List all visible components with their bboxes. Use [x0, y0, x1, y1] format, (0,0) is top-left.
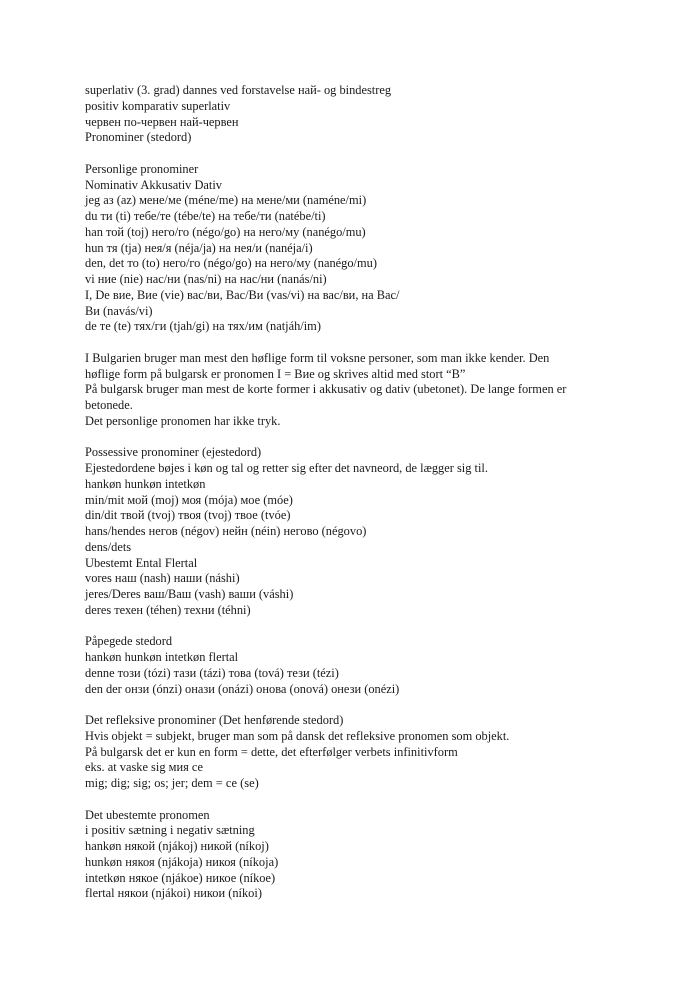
text-line: Nominativ Akkusativ Dativ — [85, 177, 222, 192]
text-line: jeg аз (az) мене/ме (méne/me) на мене/ми (naméne/mi) — [85, 193, 367, 208]
text-line: Det personlige pronomen har ikke tryk. — [85, 413, 281, 428]
text-line: mig; dig; sig; os; jer; dem = се (se) — [85, 776, 259, 790]
text-line: Påpegede stedord — [85, 634, 173, 649]
text-line: I, De вие, Вие (vie) вас/ви, Вас/Ви (vas/vi) на вас/ви, на Вас/ — [85, 287, 400, 302]
paragraph — [85, 713, 640, 792]
paragraph — [85, 634, 640, 697]
text-line: positiv komparativ superlativ — [85, 98, 231, 113]
text-line: i positiv sætning i negativ sætning — [85, 823, 255, 838]
text-line: hankøn hunkøn intetkøn flertal — [85, 650, 239, 664]
text-line: Det ubestemte pronomen — [85, 807, 210, 822]
text-line: jeres/Deres ваш/Ваш (vash) ваши (váshi) — [85, 587, 294, 601]
text-line: Hvis objekt = subjekt, bruger man som på dansk det refleksive pronomen som objekt. — [85, 728, 510, 743]
text-line: På bulgarsk bruger man mest de korte former i akkusativ og dativ (ubetonet). De lange formen er — [85, 382, 567, 397]
text-line: deres техен (téhen) техни (téhni) — [85, 602, 251, 617]
document-body — [85, 83, 640, 902]
text-line: I Bulgarien bruger man mest den høflige form til voksne personer, som man ikke kender. Den — [85, 350, 550, 365]
paragraph-gap — [85, 146, 640, 162]
text-line: Ви (navás/vi) — [85, 303, 153, 318]
text-line: På bulgarsk det er kun en form = dette, det efterfølger verbets infinitivform — [85, 744, 458, 759]
text-line: din/dit твой (tvoj) твоя (tvoj) твое (tvóe) — [85, 508, 291, 523]
text-line: hankøn hunkøn intetkøn — [85, 476, 206, 491]
text-line: Personlige pronominer — [85, 161, 199, 176]
text-line: denne този (tózi) тази (tázi) това (tová) тези (tézi) — [85, 665, 339, 680]
text-line: Ejestedordene bøjes i køn og tal og retter sig efter det navneord, de lægger sig til. — [85, 461, 488, 475]
paragraph — [85, 162, 640, 335]
text-line: Ubestemt Ental Flertal — [85, 555, 198, 570]
paragraph-gap — [85, 697, 640, 713]
text-line: eks. at vaske sig мия се — [85, 760, 204, 775]
text-line: dens/dets — [85, 539, 132, 554]
paragraph — [85, 445, 640, 618]
paragraph — [85, 83, 640, 146]
text-line: hun тя (tja) нея/я (néja/ja) на нея/и (nanéja/i) — [85, 240, 313, 255]
paragraph — [85, 351, 640, 430]
paragraph-gap — [85, 619, 640, 635]
text-line: høflige form på bulgarsk er pronomen I = Вие og skrives altid med stort “B” — [85, 366, 466, 381]
text-line: vi ние (nie) нас/ни (nas/ni) на нас/ни (nanás/ni) — [85, 272, 327, 286]
text-line: den der онзи (ónzi) онази (onázi) онова (onová) онези (onézi) — [85, 681, 400, 696]
text-line: Possessive pronominer (ejestedord) — [85, 445, 262, 460]
paragraph-gap — [85, 430, 640, 446]
text-line: Det refleksive pronominer (Det henførende stedord) — [85, 713, 344, 727]
text-line: vores наш (nash) наши (náshi) — [85, 571, 240, 586]
text-line: intetkøn някое (njákoe) никое (níkoe) — [85, 870, 276, 885]
text-line: betonede. — [85, 398, 133, 412]
paragraph-gap — [85, 335, 640, 351]
text-line: hunkøn някоя (njákoja) никоя (níkoja) — [85, 854, 279, 869]
text-line: hans/hendes негов (négov) нейн (néin) негово (négovo) — [85, 524, 367, 538]
text-line: superlativ (3. grad) dannes ved forstavelse най- og bindestreg — [85, 83, 392, 97]
paragraph-gap — [85, 792, 640, 808]
text-line: flertal някои (njákoi) никои (níkoi) — [85, 886, 262, 901]
text-line: den, det то (to) него/го (négo/go) на него/му (nanégo/mu) — [85, 256, 377, 271]
paragraph — [85, 808, 640, 903]
text-line: du ти (ti) тебе/те (tébe/te) на тебе/ти (natébe/ti) — [85, 209, 326, 223]
text-line: han той (toj) него/го (négo/go) на него/му (nanégo/mu) — [85, 224, 366, 239]
text-line: hankøn някой (njákoj) никой (níkoj) — [85, 839, 269, 853]
text-line: червен по-червен най-червен — [85, 114, 239, 129]
text-line: Pronominer (stedord) — [85, 130, 192, 145]
text-line: min/mit мой (moj) моя (mója) мое (móe) — [85, 492, 293, 507]
text-line: de те (te) тях/ги (tjah/gi) на тях/им (natjáh/im) — [85, 319, 321, 334]
